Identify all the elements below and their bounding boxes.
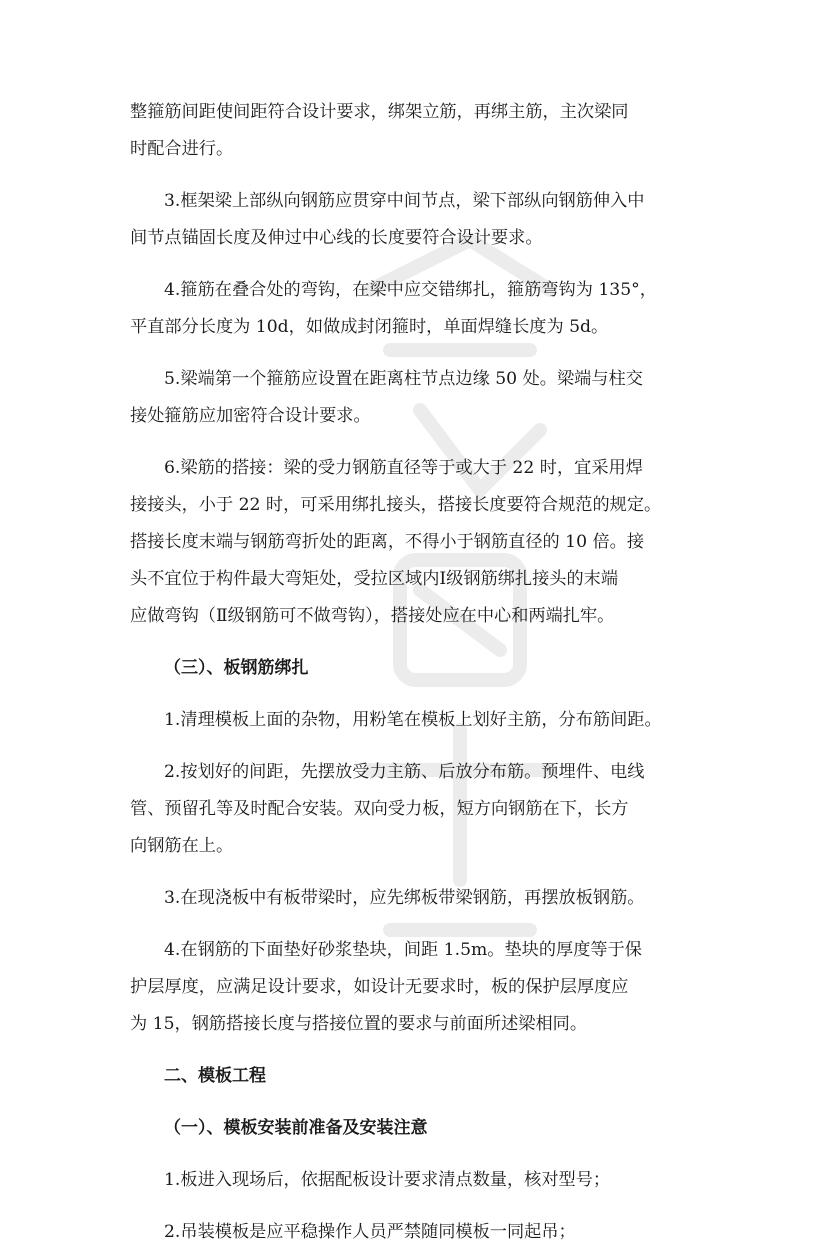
text-line: 间节点锚固长度及伸过中心线的长度要符合设计要求。 bbox=[130, 228, 543, 248]
text-line: 1.板进入现场后，依据配板设计要求清点数量，核对型号； bbox=[164, 1170, 611, 1190]
section-heading-formwork bbox=[130, 1058, 720, 1095]
section-heading-formwork-prep bbox=[130, 1110, 720, 1147]
paragraph-3 bbox=[130, 272, 720, 346]
paragraph-1 bbox=[130, 94, 720, 168]
paragraph-10 bbox=[130, 932, 720, 1043]
text-line: 应做弯钩（Ⅱ级钢筋可不做弯钩），搭接处应在中心和两端扎牢。 bbox=[130, 606, 615, 626]
text-line: 管、预留孔等及时配合安装。双向受力板，短方向钢筋在下，长方 bbox=[130, 799, 629, 819]
heading-text: 二、模板工程 bbox=[164, 1066, 266, 1086]
text-line: 整箍筋间距使间距符合设计要求，绑架立筋，再绑主筋，主次梁同 bbox=[130, 102, 629, 122]
paragraph-9 bbox=[130, 880, 720, 917]
text-line: 2.吊装模板是应平稳操作人员严禁随同模板一同起吊； bbox=[164, 1222, 576, 1242]
paragraph-4 bbox=[130, 361, 720, 435]
text-line: 4.箍筋在叠合处的弯钩，在梁中应交错绑扎，箍筋弯钩为 135°， bbox=[164, 280, 657, 300]
text-line: 搭接长度末端与钢筋弯折处的距离，不得小于钢筋直径的 10 倍。接 bbox=[130, 532, 645, 552]
paragraph-14 bbox=[130, 1214, 720, 1251]
text-line: 3.在现浇板中有板带梁时，应先绑板带梁钢筋，再摆放板钢筋。 bbox=[164, 888, 645, 908]
paragraph-8 bbox=[130, 754, 720, 865]
heading-text: （三）、板钢筋绑扎 bbox=[164, 658, 309, 678]
text-line: 头不宜位于构件最大弯矩处，受拉区域内Ⅰ级钢筋绑扎接头的末端 bbox=[130, 569, 619, 589]
paragraph-2 bbox=[130, 183, 720, 257]
paragraph-5 bbox=[130, 450, 720, 635]
text-line: 时配合进行。 bbox=[130, 139, 234, 159]
text-line: 5.梁端第一个箍筋应设置在距离柱节点边缘 50 处。梁端与柱交 bbox=[164, 369, 643, 389]
text-line: 向钢筋在上。 bbox=[130, 836, 234, 856]
text-line: 4.在钢筋的下面垫好砂浆垫块，间距 1.5m。垫块的厚度等于保 bbox=[164, 940, 642, 960]
text-line: 3.框架梁上部纵向钢筋应贯穿中间节点，梁下部纵向钢筋伸入中 bbox=[164, 191, 645, 211]
paragraph-13 bbox=[130, 1162, 720, 1199]
text-line: 2.按划好的间距，先摆放受力主筋、后放分布筋。预埋件、电线 bbox=[164, 762, 645, 782]
text-line: 接处箍筋应加密符合设计要求。 bbox=[130, 406, 371, 426]
heading-text: （一）、模板安装前准备及安装注意 bbox=[164, 1118, 428, 1138]
text-line: 护层厚度，应满足设计要求，如设计无要求时，板的保护层厚度应 bbox=[130, 977, 629, 997]
text-line: 平直部分长度为 10d，如做成封闭箍时，单面焊缝长度为 5d。 bbox=[130, 317, 609, 337]
section-heading-board-rebar bbox=[130, 650, 720, 687]
text-line: 6.梁筋的搭接：梁的受力钢筋直径等于或大于 22 时，宜采用焊 bbox=[164, 458, 643, 478]
text-line: 接接头，小于 22 时，可采用绑扎接头，搭接长度要符合规范的规定。 bbox=[130, 495, 662, 515]
document-body bbox=[130, 94, 720, 1251]
text-line: 1.清理模板上面的杂物，用粉笔在模板上划好主筋，分布筋间距。 bbox=[164, 710, 662, 730]
text-line: 为 15，钢筋搭接长度与搭接位置的要求与前面所述梁相同。 bbox=[130, 1014, 588, 1034]
paragraph-7 bbox=[130, 702, 720, 739]
